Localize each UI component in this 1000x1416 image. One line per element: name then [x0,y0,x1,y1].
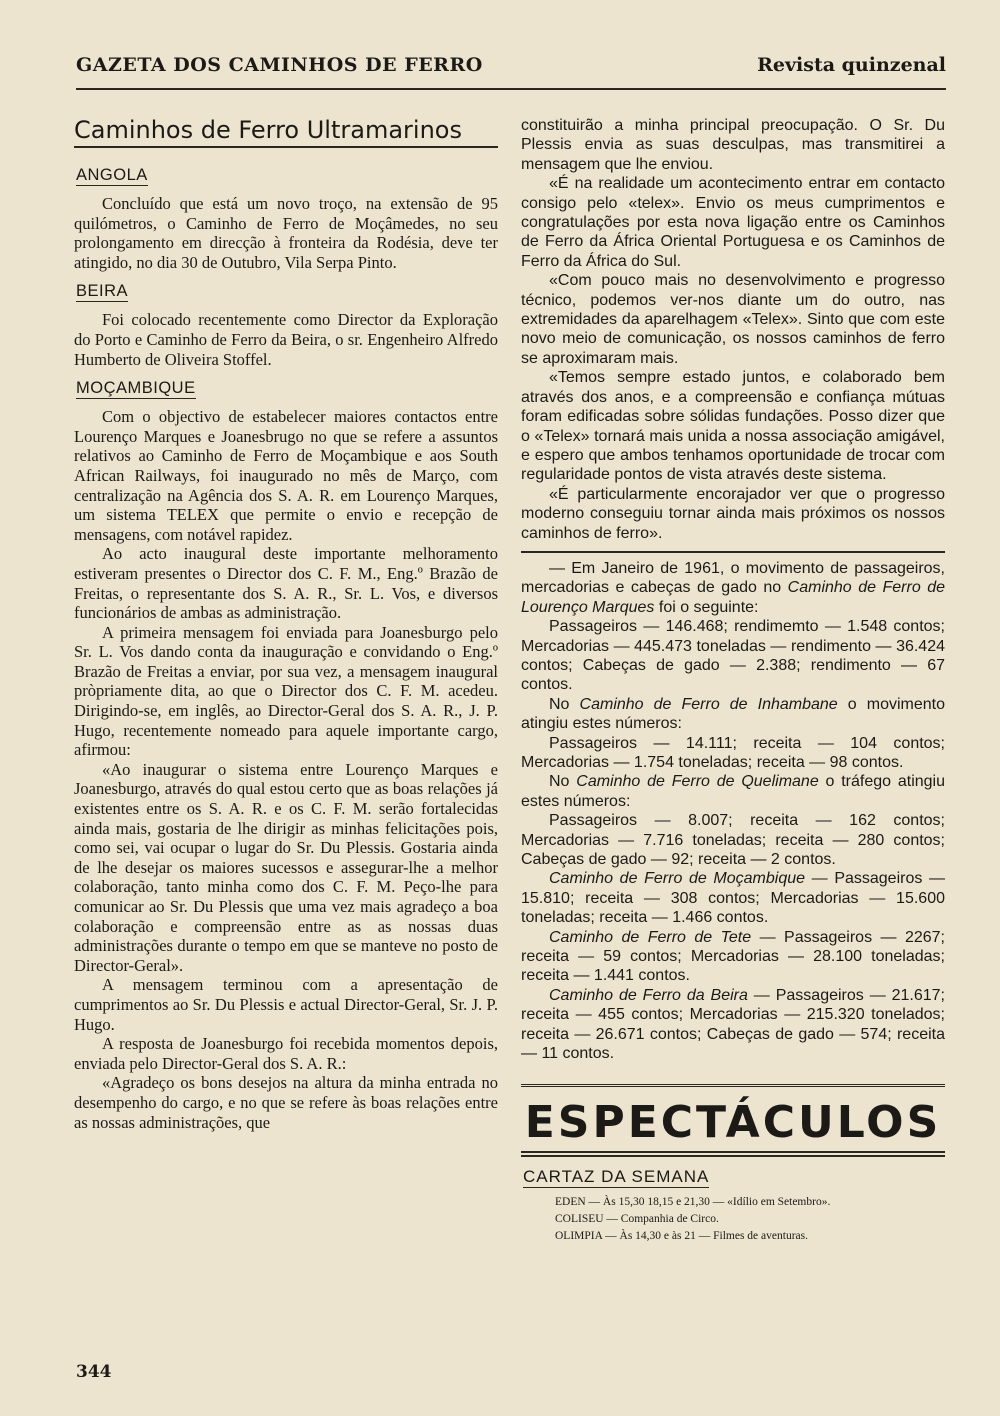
paragraph: constituirão a minha principal preocupação. O Sr. Du Plessis envia as suas desculpas, mas transmitirei a mensagem que lhe enviou. [521,117,945,173]
paragraph: Com o objectivo de estabelecer maiores contactos entre Lourenço Marques e Joanesbrugo no que se refere a assuntos relativos ao Caminho de Ferro de Moçambique e aos South African Railways, foi inaugurado no mês de Março, com centralização na Agência dos S. A. R. em Lourenço Marques, um sistema TELEX que permite o envio e recepção de mensagens, com notável rapidez. [74,407,498,544]
section-divider [521,1084,945,1087]
paragraph: «Agradeço os bons desejos na altura da minha entrada no desempenho do cargo, e no que se refere às boas relações entre as nossas administrações, que [74,1073,498,1132]
paragraph: A resposta de Joanesburgo foi recebida momentos depois, enviada pelo Director-Geral dos S. A. R.: [74,1034,498,1073]
paragraph: «É na realidade um acontecimento entrar em contacto consigo pelo «telex». Envio os meus cumprimentos e congratulações por esta nova ligação entre os Caminhos de Ferro da África Oriental Portuguesa e os Caminhos de Ferro da África do Sul. [521,175,945,270]
heading-angola: ANGOLA [76,166,148,184]
paragraph: «Com pouco mais no desenvolvimento e progresso técnico, podemos ver-nos diante um do outro, nas extremidades da aparelhagem «Telex». Sinto que com este novo meio de comunicação, os nossos caminhos de ferro se aproximaram mais. [521,272,945,367]
cartaz-heading: CARTAZ DA SEMANA [523,1166,710,1186]
traffic-data-mocambique: Caminho de Ferro de Moçambique — Passageiros — 15.810; receita — 308 contos; Mercadorias — 15.600 toneladas; receita — 1.466 contos. [521,870,946,927]
paragraph: Foi colocado recentemente como Director da Exploração do Porto e Caminho de Ferro da Beira, o sr. Engenheiro Alfredo Humberto de Oliveira Stoffel. [74,310,498,369]
article-title: Caminhos de Ferro Ultramarinos [74,116,498,148]
section-divider [521,551,945,553]
paragraph: «É particularmente encorajador ver que o progresso moderno conseguiu tornar ainda mais próximos os nossos caminhos de ferro». [521,485,945,542]
publication-subtitle: Revista quinzenal [757,54,946,76]
heading-mocambique: MOÇAMBIQUE [76,379,196,398]
right-column [521,116,945,1245]
paragraph: A primeira mensagem foi enviada para Joanesburgo pelo Sr. L. Vos dando conta da inauguração e convidando o Eng.º Brazão de Freitas a enviar, por sua vez, a mensagem inaugural pròpriamente dita, ao que o Director dos C. F. M. acedeu. Dirigindo-se, em inglês, ao Director-Geral dos S. A. R., J. P. Hugo, recentemente nomeado para aquele importante cargo, afirmou: [74,622,498,760]
traffic-intro-inhambane: No Caminho de Ferro de Inhambane o movimento atingiu estes números: [521,695,945,733]
traffic-intro-quelimane: No Caminho de Ferro de Quelimane o tráfego atingiu estes números: [521,773,945,810]
paragraph: «Ao inaugurar o sistema entre Lourenço Marques e Joanesburgo, através do qual estou certo que as boas relações já existentes entre os S. A. R. e os C. F. M. serão fortalecidas ainda mais, gostaria de lhe dirigir as minhas felicitações pois, como sei, vai ocupar o lugar do Sr. Du Plessis. Gostaria ainda de lhe desejar os maiores sucessos e assegurar-lhe a melhor colaboração, tanto minha como dos C. F. M. Peço-lhe para comunicar ao Sr. Du Plessis que uma vez mais agradeço a boa colaboração e compreensão entre as as nossas duas administrações durante o tempo em que se manteve no posto de Director-Geral». [74,759,498,975]
page-header [76,54,946,84]
paragraph: Ao acto inaugural deste importante melhoramento estiveram presentes o Director dos C. F. M., Eng.º Brazão de Freitas, o representante dos S. A. R., Sr. L. Vos, e diversos funcionários de ambas as administração. [74,544,498,623]
publication-title: GAZETA DOS CAMINHOS DE FERRO [76,54,483,76]
paragraph: A mensagem terminou com a apresentação de cumprimentos ao Sr. Du Plessis e actual Director-Geral, Sr. J. P. Hugo. [74,975,498,1034]
heading-beira: BEIRA [76,282,129,301]
listing: OLIMPIA — Às 14,30 e às 21 — Filmes de aventuras. [555,1229,808,1242]
espectaculos-title: ESPECTÁCULOS [521,1099,945,1157]
traffic-data-inhambane: Passageiros — 14.111; receita — 104 contos; Mercadorias — 1.754 toneladas; receita — 98 contos. [521,734,945,771]
paragraph: Concluído que está um novo troço, na extensão de 95 quilómetros, o Caminho de Ferro de Moçâmedes, no seu prolongamento em direcção à fronteira da Rodésia, deve ter atingido, no dia 30 de Outubro, Vila Serpa Pinto. [74,194,498,272]
listing: EDEN — Às 15,30 18,15 e 21,30 — «Idílio em Setembro». [555,1195,831,1208]
traffic-data-quelimane: Passageiros — 8.007; receita — 162 contos; Mercadorias — 7.716 toneladas; receita — 280 contos; Cabeças de gado — 92; receita — 2 contos. [521,812,945,869]
traffic-intro: — Em Janeiro de 1961, o movimento de passageiros, mercadorias e cabeças de gado no Caminho de Ferro de Lourenço Marques foi o seguinte: [521,559,945,616]
page-number: 344 [76,1362,112,1382]
traffic-data-tete: Caminho de Ferro de Tete — Passageiros — 2267; receita — 59 contos; Mercadorias — 28.100 toneladas; receita — 1.441 contos. [521,928,945,985]
paragraph: «Temos sempre estado juntos, e colaborado bem através dos anos, e a compreensão e confiança mútuas foram edificadas sobre sólidas fundações. Posso dizer que o «Telex» tornará mais unida a nossa associação amigável, e espero que ambos tenhamos oportunidade de trocar com regularidade pontos de vista através deste sistema. [521,369,945,484]
header-rule [76,88,946,90]
listing: COLISEU — Companhia de Circo. [555,1212,719,1225]
traffic-data-beira: Caminho de Ferro da Beira — Passageiros — 21.617; receita — 455 contos; Mercadorias — 215.320 tonelados; receita — 26.671 contos; Cabeças de gado — 574; receita — 11 contos. [521,986,945,1063]
left-column [74,116,498,1132]
traffic-data-lm: Passageiros — 146.468; rendimemto — 1.548 contos; Mercadorias — 445.473 toneladas — rendimento — 36.424 contos; Cabeças de gado — 2.388; rendimento — 67 contos. [521,618,945,694]
